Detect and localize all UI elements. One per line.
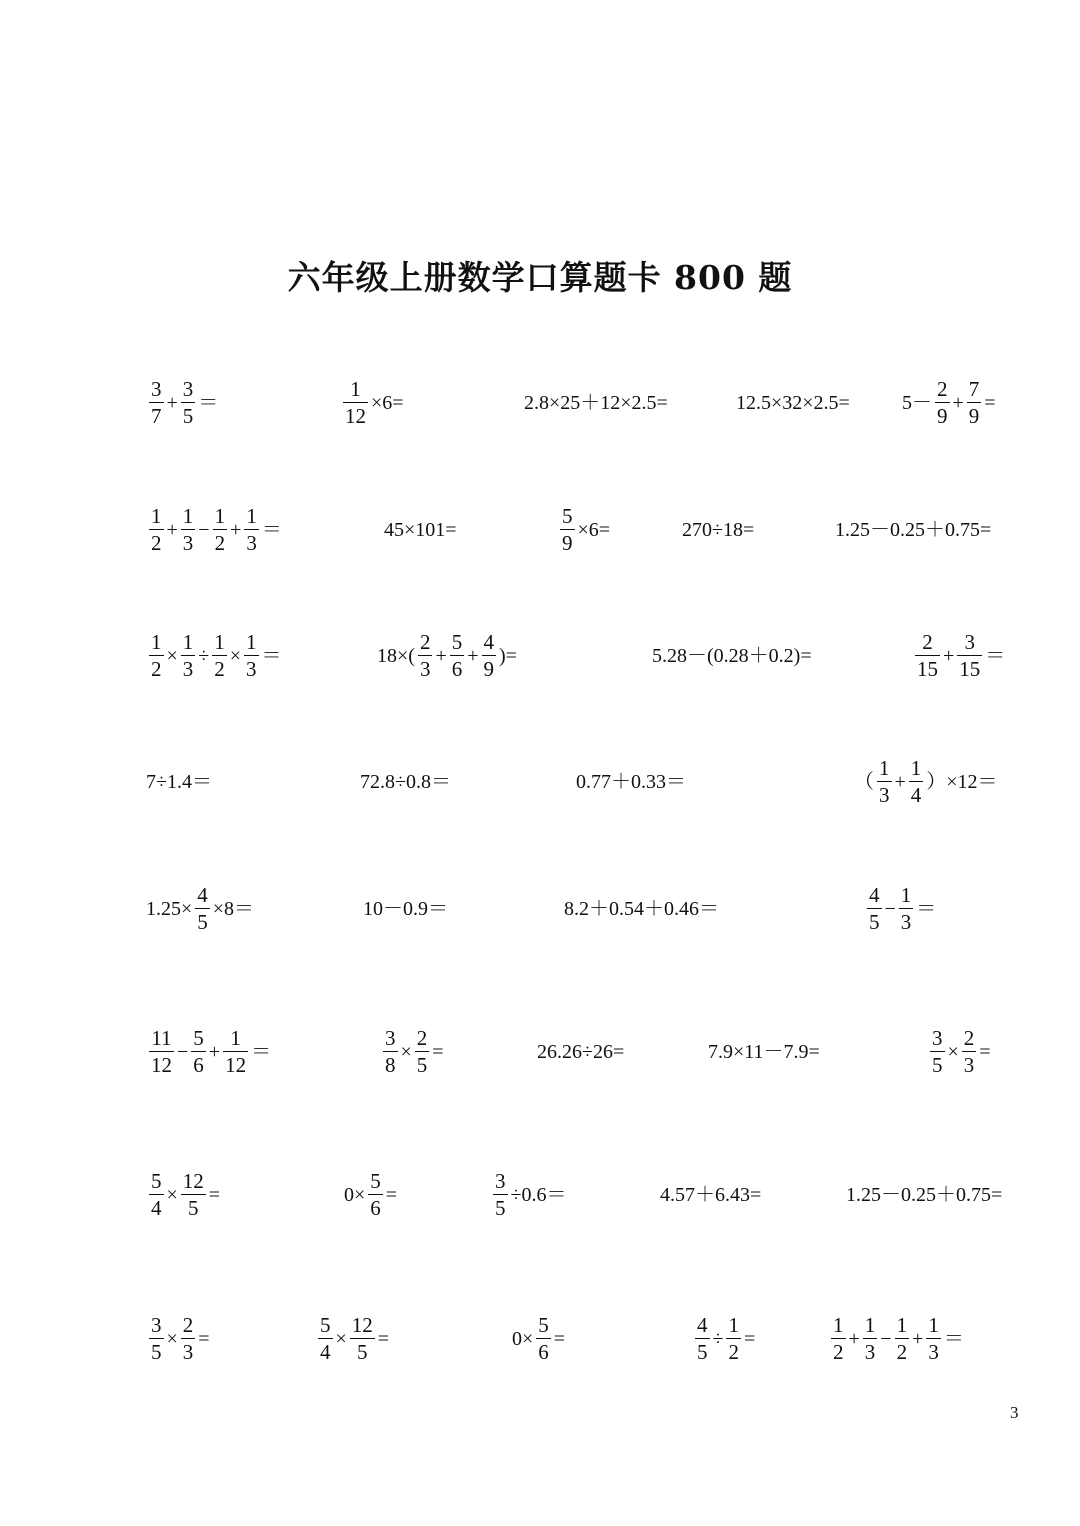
problem xyxy=(146,772,212,792)
operator-text: ＝ xyxy=(943,1328,964,1350)
operator-text: 72.8÷0.8＝ xyxy=(360,771,451,793)
operator-text: = xyxy=(432,1041,444,1063)
numerator: 3 xyxy=(385,1026,396,1050)
page-title: 六年级上册数学口算题卡 800 题 xyxy=(287,258,793,297)
denominator: 9 xyxy=(968,404,980,428)
operator-text: × xyxy=(166,645,178,667)
denominator: 2 xyxy=(728,1340,739,1364)
fraction xyxy=(383,1028,398,1076)
denominator: 4 xyxy=(320,1340,331,1364)
denominator: 2 xyxy=(151,531,162,555)
operator-text: ＝ xyxy=(198,392,219,414)
denominator: 6 xyxy=(451,657,463,681)
operator-text: − xyxy=(880,1328,892,1350)
fraction xyxy=(895,1315,910,1363)
operator-text: × xyxy=(229,645,242,667)
operator-text: 5－ xyxy=(902,392,932,414)
operator-text: 0× xyxy=(512,1328,534,1350)
fraction xyxy=(967,379,982,427)
operator-text: 45×101= xyxy=(384,519,457,541)
denominator: 9 xyxy=(937,404,948,428)
operator-text: × xyxy=(166,1328,178,1350)
denominator: 5 xyxy=(151,1340,162,1364)
problem xyxy=(146,885,254,933)
problem xyxy=(846,1185,1002,1205)
operator-text: 8.2＋0.54＋0.46＝ xyxy=(564,898,719,920)
fraction xyxy=(867,885,882,933)
numerator: 1 xyxy=(864,1313,876,1337)
operator-text: ＝ xyxy=(985,645,1006,667)
denominator: 12 xyxy=(225,1053,247,1077)
operator-text: + xyxy=(166,392,178,414)
denominator: 3 xyxy=(928,1340,939,1364)
denominator: 5 xyxy=(869,910,880,934)
numerator: 1 xyxy=(230,1026,241,1050)
operator-text: ×6= xyxy=(577,519,611,541)
operator-text: + xyxy=(912,1328,924,1350)
numerator: 1 xyxy=(246,630,257,654)
numerator: 1 xyxy=(182,630,194,654)
operator-text: ＝ xyxy=(916,898,937,920)
fraction xyxy=(915,632,940,680)
fraction xyxy=(726,1315,741,1363)
denominator: 15 xyxy=(917,657,938,681)
operator-text: ）×12＝ xyxy=(926,771,998,793)
fraction xyxy=(899,885,914,933)
fraction xyxy=(695,1315,710,1363)
numerator: 1 xyxy=(879,756,890,780)
numerator: 1 xyxy=(928,1313,939,1337)
numerator: 5 xyxy=(370,1169,381,1193)
fraction xyxy=(181,379,196,427)
operator-text: ÷0.6＝ xyxy=(510,1184,567,1206)
problem xyxy=(340,379,404,427)
numerator: 3 xyxy=(495,1169,506,1193)
numerator: 7 xyxy=(968,377,980,401)
denominator: 9 xyxy=(562,531,573,555)
numerator: 1 xyxy=(151,504,162,528)
problem xyxy=(927,1028,991,1076)
fraction xyxy=(418,632,433,680)
numerator: 4 xyxy=(483,630,495,654)
operator-text: + xyxy=(435,645,447,667)
operator-text: ＝ xyxy=(251,1041,272,1063)
fraction xyxy=(212,632,227,680)
fraction xyxy=(223,1028,248,1076)
fraction xyxy=(149,632,164,680)
numerator: 5 xyxy=(151,1169,162,1193)
numerator: 2 xyxy=(416,1026,428,1050)
denominator: 5 xyxy=(188,1196,199,1220)
denominator: 6 xyxy=(370,1196,381,1220)
fraction xyxy=(181,1171,206,1219)
operator-text: 10－0.9＝ xyxy=(363,898,448,920)
numerator: 2 xyxy=(182,1313,194,1337)
problem xyxy=(736,393,850,413)
numerator: 1 xyxy=(214,504,226,528)
numerator: 5 xyxy=(538,1313,549,1337)
fraction xyxy=(415,1028,430,1076)
denominator: 7 xyxy=(151,404,162,428)
fraction xyxy=(863,1315,878,1363)
operator-text: 5.28－(0.28＋0.2)= xyxy=(652,645,812,667)
operator-text: )= xyxy=(499,645,517,667)
operator-text: = xyxy=(743,1328,756,1350)
numerator: 11 xyxy=(151,1026,172,1050)
operator-text: ＝ xyxy=(261,645,282,667)
denominator: 4 xyxy=(910,783,922,807)
fraction xyxy=(877,758,892,806)
numerator: 2 xyxy=(937,377,948,401)
operator-text: + xyxy=(952,392,964,414)
numerator: 5 xyxy=(320,1313,331,1337)
operator-text: 4.57＋6.43= xyxy=(660,1184,762,1206)
numerator: 2 xyxy=(922,630,933,654)
denominator: 5 xyxy=(932,1053,943,1077)
problem xyxy=(835,520,991,540)
fraction xyxy=(149,379,164,427)
operator-text: − xyxy=(198,519,210,541)
fraction xyxy=(149,1315,164,1363)
fraction xyxy=(450,632,465,680)
operator-text: 26.26÷26= xyxy=(537,1041,625,1063)
operator-text: ＝ xyxy=(261,519,282,541)
fraction xyxy=(930,1028,945,1076)
operator-text: × xyxy=(166,1184,178,1206)
problem xyxy=(564,899,719,919)
denominator: 4 xyxy=(151,1196,162,1220)
denominator: 3 xyxy=(246,531,257,555)
problem xyxy=(512,1315,565,1363)
denominator: 5 xyxy=(697,1340,708,1364)
operator-text: ×8＝ xyxy=(212,898,255,920)
denominator: 3 xyxy=(182,657,194,681)
operator-text: − xyxy=(177,1041,189,1063)
denominator: 5 xyxy=(357,1340,368,1364)
numerator: 1 xyxy=(151,630,162,654)
operator-text: 18×( xyxy=(377,645,415,667)
fraction xyxy=(181,1315,196,1363)
problem xyxy=(146,506,282,554)
problem xyxy=(524,393,668,413)
denominator: 2 xyxy=(833,1340,844,1364)
fraction xyxy=(909,758,924,806)
denominator: 12 xyxy=(151,1053,172,1077)
numerator: 4 xyxy=(869,883,880,907)
denominator: 9 xyxy=(483,657,495,681)
operator-text: = xyxy=(377,1328,390,1350)
fraction xyxy=(957,632,982,680)
numerator: 4 xyxy=(697,1313,708,1337)
operator-text: 2.8×25＋12×2.5= xyxy=(524,392,668,414)
fraction xyxy=(195,885,210,933)
operator-text: = xyxy=(984,392,996,414)
problem xyxy=(576,772,686,792)
denominator: 5 xyxy=(197,910,208,934)
problem xyxy=(146,632,282,680)
numerator: 5 xyxy=(562,504,573,528)
problem xyxy=(146,1028,271,1076)
problem xyxy=(360,772,451,792)
denominator: 3 xyxy=(182,1340,194,1364)
operator-text: = xyxy=(198,1328,210,1350)
problem xyxy=(902,379,996,427)
problem xyxy=(708,1042,820,1062)
operator-text: ×6= xyxy=(371,392,404,414)
operator-text: 1.25－0.25＋0.75= xyxy=(835,519,992,541)
fraction xyxy=(935,379,950,427)
operator-text: × xyxy=(947,1041,959,1063)
fraction xyxy=(482,632,497,680)
fraction xyxy=(368,1171,383,1219)
problem xyxy=(344,1171,397,1219)
denominator: 2 xyxy=(896,1340,908,1364)
numerator: 1 xyxy=(214,630,225,654)
numerator: 2 xyxy=(419,630,431,654)
numerator: 1 xyxy=(833,1313,844,1337)
operator-text: 270÷18= xyxy=(682,519,755,541)
operator-text: + xyxy=(894,771,906,793)
denominator: 3 xyxy=(879,783,890,807)
denominator: 3 xyxy=(246,657,257,681)
operator-text: 0.77＋0.33＝ xyxy=(576,771,686,793)
operator-text: × xyxy=(400,1041,412,1063)
page-number: 3 xyxy=(1010,1403,1019,1422)
numerator: 4 xyxy=(197,883,208,907)
denominator: 12 xyxy=(345,404,366,428)
problem xyxy=(384,520,457,540)
numerator: 12 xyxy=(182,1169,204,1193)
fraction xyxy=(536,1315,551,1363)
numerator: 3 xyxy=(151,1313,162,1337)
operator-text: （ xyxy=(854,771,874,793)
denominator: 5 xyxy=(416,1053,428,1077)
operator-text: × xyxy=(335,1328,347,1350)
denominator: 2 xyxy=(214,657,225,681)
numerator: 3 xyxy=(182,377,194,401)
operator-text: + xyxy=(467,645,479,667)
fraction xyxy=(149,1171,164,1219)
operator-text: − xyxy=(884,898,896,920)
numerator: 3 xyxy=(964,630,976,654)
fraction xyxy=(149,506,164,554)
numerator: 1 xyxy=(182,504,194,528)
fraction xyxy=(181,506,196,554)
fraction xyxy=(149,1028,174,1076)
problem xyxy=(854,758,998,806)
problem xyxy=(377,632,517,680)
problem xyxy=(912,632,1005,680)
numerator: 3 xyxy=(932,1026,943,1050)
numerator: 1 xyxy=(896,1313,908,1337)
problem xyxy=(828,1315,964,1363)
problem xyxy=(315,1315,389,1363)
operator-text: + xyxy=(166,519,178,541)
fraction xyxy=(318,1315,333,1363)
numerator: 5 xyxy=(193,1026,204,1050)
operator-text: 1.25× xyxy=(146,898,193,920)
problem xyxy=(692,1315,755,1363)
problem xyxy=(380,1028,444,1076)
numerator: 12 xyxy=(351,1313,373,1337)
numerator: 2 xyxy=(963,1026,975,1050)
operator-text: = xyxy=(208,1184,221,1206)
denominator: 5 xyxy=(182,404,194,428)
operator-text: = xyxy=(385,1184,398,1206)
operator-text: + xyxy=(230,519,242,541)
denominator: 3 xyxy=(963,1053,975,1077)
operator-text: 7.9×11－7.9= xyxy=(708,1041,820,1063)
fraction xyxy=(244,506,259,554)
fraction xyxy=(343,379,368,427)
numerator: 1 xyxy=(728,1313,739,1337)
problem xyxy=(660,1185,761,1205)
fraction xyxy=(560,506,575,554)
denominator: 3 xyxy=(182,531,194,555)
denominator: 2 xyxy=(151,657,162,681)
problem xyxy=(363,899,448,919)
operator-text: + xyxy=(848,1328,860,1350)
problem xyxy=(682,520,754,540)
problem xyxy=(537,1042,624,1062)
operator-text: ÷ xyxy=(712,1328,724,1350)
denominator: 5 xyxy=(495,1196,506,1220)
fraction xyxy=(350,1315,375,1363)
denominator: 6 xyxy=(193,1053,204,1077)
problem xyxy=(490,1171,566,1219)
operator-text: 12.5×32×2.5= xyxy=(736,392,850,414)
problem xyxy=(557,506,610,554)
fraction xyxy=(191,1028,206,1076)
numerator: 5 xyxy=(451,630,463,654)
operator-text: 0× xyxy=(344,1184,366,1206)
fraction xyxy=(831,1315,846,1363)
operator-text: + xyxy=(208,1041,221,1063)
denominator: 15 xyxy=(959,657,981,681)
problem xyxy=(864,885,936,933)
operator-text: = xyxy=(979,1041,991,1063)
fraction xyxy=(493,1171,508,1219)
operator-text: ÷ xyxy=(198,645,210,667)
numerator: 1 xyxy=(900,883,912,907)
operator-text: + xyxy=(943,645,955,667)
denominator: 3 xyxy=(864,1340,876,1364)
operator-text: = xyxy=(553,1328,566,1350)
fraction xyxy=(926,1315,941,1363)
fraction xyxy=(244,632,259,680)
numerator: 1 xyxy=(246,504,257,528)
fraction xyxy=(213,506,228,554)
denominator: 8 xyxy=(385,1053,396,1077)
operator-text: 7÷1.4＝ xyxy=(146,771,212,793)
fraction xyxy=(181,632,196,680)
denominator: 2 xyxy=(214,531,226,555)
problem xyxy=(146,379,218,427)
numerator: 1 xyxy=(350,377,361,401)
numerator: 3 xyxy=(151,377,162,401)
problem xyxy=(652,646,812,666)
problem xyxy=(146,1315,210,1363)
problem xyxy=(146,1171,220,1219)
numerator: 1 xyxy=(910,756,922,780)
operator-text: 1.25－0.25＋0.75= xyxy=(846,1184,1003,1206)
denominator: 3 xyxy=(419,657,431,681)
denominator: 3 xyxy=(900,910,912,934)
denominator: 6 xyxy=(538,1340,549,1364)
fraction xyxy=(962,1028,977,1076)
